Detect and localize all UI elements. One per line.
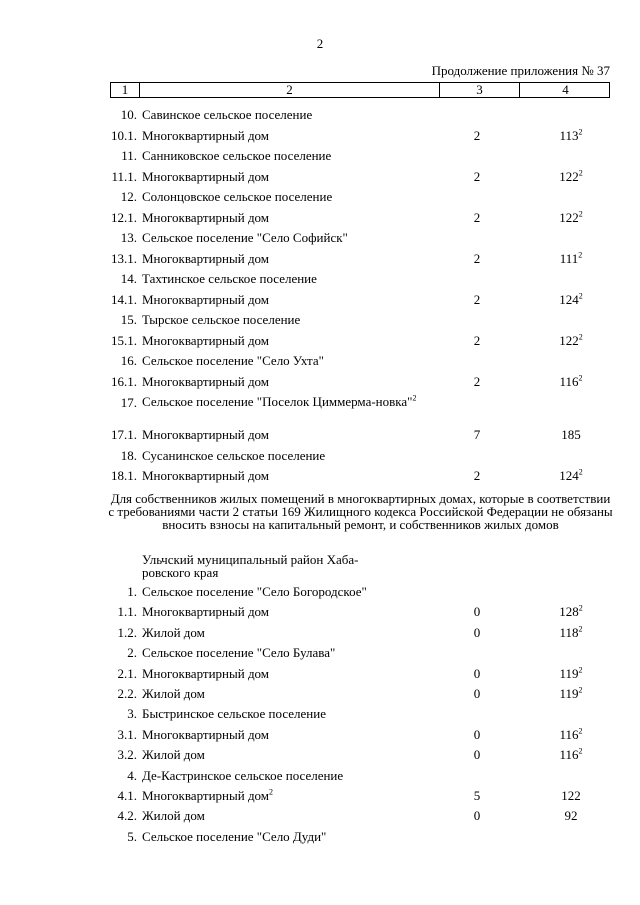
table-row <box>0 230 640 248</box>
row-name: Сельское поселение "Село Софийск" <box>142 230 348 245</box>
row-name: Жилой дом <box>142 747 205 762</box>
row-name: Сельское поселение "Село Богородское" <box>142 584 367 599</box>
footnote-marker: 2 <box>578 685 583 695</box>
table-row <box>0 604 640 622</box>
row-name: Де-Кастринское сельское поселение <box>142 768 344 783</box>
col-4-value: $122^2$ <box>559 168 583 184</box>
row-number: 12.1. <box>111 210 137 225</box>
col-4-value: $119^2$ <box>559 665 583 681</box>
row-name: Многоквартирный дом$^2$ <box>142 787 274 803</box>
table-row <box>0 468 640 486</box>
section-heading: Для собственников жилых помещений в многоквартирных домах, которые в соответствии с требованиями части 2 статьи 169 Жилищного кодекса Российской Федерации не обязаны вносить взносы на капитальный ремонт, и собственников жилых домов <box>108 491 613 532</box>
row-name: Многоквартирный дом <box>142 427 270 442</box>
col-3-value: 0 <box>473 747 481 762</box>
row-number: 1. <box>127 584 137 599</box>
col-4-value: $113^2$ <box>559 127 583 143</box>
row-name: Многоквартирный дом <box>142 333 270 348</box>
col-4-value: $116^2$ <box>559 726 583 742</box>
footnote-marker: 2 <box>578 332 583 342</box>
footnote-marker: 2 <box>578 726 583 736</box>
row-name: Жилой дом <box>142 808 205 823</box>
col-3-value: 5 <box>473 788 481 803</box>
table-row <box>0 251 640 269</box>
header-col-1: 1 <box>121 82 129 97</box>
row-name: Быстринское сельское поселение <box>142 706 326 721</box>
col-3-value: 0 <box>473 686 481 701</box>
row-number: 3. <box>127 706 137 721</box>
header-col-3: 3 <box>439 83 519 97</box>
row-name: Сельское поселение "Село Дуди" <box>142 829 327 844</box>
row-name: Солонцовское сельское поселение <box>142 189 333 204</box>
row-number: 11.1. <box>111 169 137 184</box>
table-header <box>110 82 610 98</box>
row-number: 17.1. <box>111 427 137 442</box>
row-name: Многоквартирный дом <box>142 210 270 225</box>
col-3-value: 0 <box>473 666 481 681</box>
footnote-marker: 2 <box>578 624 583 634</box>
row-number: 12. <box>120 189 137 204</box>
table-row <box>0 829 640 847</box>
row-name: Многоквартирный дом <box>142 374 270 389</box>
row-number: 14. <box>120 271 137 286</box>
table-row <box>0 169 640 187</box>
row-name: Жилой дом <box>142 625 205 640</box>
table-row <box>0 427 640 445</box>
row-name: Многоквартирный дом <box>142 666 270 681</box>
col-3-value: 2 <box>473 374 481 389</box>
col-3-value: 2 <box>473 128 481 143</box>
footnote-marker: 2 <box>412 393 417 403</box>
row-number: 18. <box>120 448 137 463</box>
row-number: 2.2. <box>117 686 137 701</box>
table-row <box>0 625 640 643</box>
footnote-marker: 2 <box>578 746 583 756</box>
row-number: 10.1. <box>111 128 137 143</box>
table-row <box>0 189 640 207</box>
table-row <box>0 666 640 684</box>
table-row <box>0 148 640 166</box>
row-name: Многоквартирный дом <box>142 727 270 742</box>
col-4-value: $116^2$ <box>559 746 583 762</box>
col-4-value: $119^2$ <box>559 685 583 701</box>
col-3-value: 0 <box>473 604 481 619</box>
row-name: Тахтинское сельское поселение <box>142 271 317 286</box>
table-row <box>0 584 640 602</box>
row-name: Многоквартирный дом <box>142 468 270 483</box>
col-4-value: 122 <box>561 788 581 803</box>
table-row <box>0 706 640 724</box>
col-4-value: 92 <box>564 808 578 823</box>
row-number: 16. <box>120 353 137 368</box>
row-number: 1.2. <box>117 625 137 640</box>
row-number: 3.1. <box>117 727 137 742</box>
row-number: 10. <box>120 107 137 122</box>
table-row <box>0 374 640 392</box>
row-number: 16.1. <box>111 374 137 389</box>
table-row <box>0 645 640 663</box>
table-row <box>0 271 640 289</box>
row-number: 5. <box>127 829 137 844</box>
row-number: 13. <box>120 230 137 245</box>
table-row <box>0 353 640 371</box>
row-name: Многоквартирный дом <box>142 604 270 619</box>
col-4-value: $118^2$ <box>559 624 583 640</box>
row-number: 1.1. <box>117 604 137 619</box>
col-4-value: $111^2$ <box>559 250 583 266</box>
table-row <box>0 128 640 146</box>
table-row <box>0 788 640 806</box>
footnote-marker: 2 <box>578 467 583 477</box>
header-col-4: 4 <box>519 83 611 97</box>
col-3-value: 0 <box>473 727 481 742</box>
row-number: 2. <box>127 645 137 660</box>
page-number: 2 <box>316 36 324 51</box>
row-number: 14.1. <box>111 292 137 307</box>
col-3-value: 2 <box>473 169 481 184</box>
col-4-value: $122^2$ <box>559 209 583 225</box>
row-name: Сельское поселение "Село Ухта" <box>142 353 324 368</box>
col-3-value: 2 <box>473 292 481 307</box>
col-3-value: 0 <box>473 808 481 823</box>
footnote-marker: 2 <box>269 787 274 797</box>
row-name: Сельское поселение "Село Булава" <box>142 645 336 660</box>
row-number: 2.1. <box>117 666 137 681</box>
col-4-value: $116^2$ <box>559 373 583 389</box>
row-number: 3.2. <box>117 747 137 762</box>
table-row <box>0 727 640 745</box>
row-name: Многоквартирный дом <box>142 128 270 143</box>
row-name: Тырское сельское поселение <box>142 312 301 327</box>
table-row <box>0 747 640 765</box>
row-name: Многоквартирный дом <box>142 292 270 307</box>
row-number: 4.2. <box>117 808 137 823</box>
row-name: Сельское поселение "Поселок Циммерма-новка"$^2$ <box>142 393 417 409</box>
row-number: 4. <box>127 768 137 783</box>
header-col-2: 2 <box>139 83 439 97</box>
col-4-value: 185 <box>561 427 581 442</box>
footnote-marker: 2 <box>578 665 583 675</box>
row-number: 18.1. <box>111 468 137 483</box>
table-row <box>0 107 640 125</box>
row-number: 17. <box>120 395 137 410</box>
footnote-marker: 2 <box>578 127 583 137</box>
row-number: 11. <box>121 148 137 163</box>
row-name: Санниковское сельское поселение <box>142 148 332 163</box>
col-4-value: $124^2$ <box>559 467 583 483</box>
row-name: Жилой дом <box>142 686 205 701</box>
col-3-value: 2 <box>473 251 481 266</box>
table-row <box>0 210 640 228</box>
table-row <box>0 333 640 351</box>
footnote-marker: 2 <box>578 373 583 383</box>
col-4-value: $122^2$ <box>559 332 583 348</box>
col-3-value: 2 <box>473 468 481 483</box>
table-row <box>0 768 640 786</box>
row-number: 15. <box>120 312 137 327</box>
row-number: 15.1. <box>111 333 137 348</box>
row-name: Сусанинское сельское поселение <box>142 448 326 463</box>
col-3-value: 2 <box>473 333 481 348</box>
col-3-value: 2 <box>473 210 481 225</box>
col-3-value: 7 <box>473 427 481 442</box>
district-title: Ульчский муниципальный район Хаба-ровского края <box>142 552 359 580</box>
table-row <box>0 448 640 466</box>
row-number: 13.1. <box>111 251 137 266</box>
col-3-value: 0 <box>473 625 481 640</box>
row-name: Многоквартирный дом <box>142 251 270 266</box>
row-name: Многоквартирный дом <box>142 169 270 184</box>
footnote-marker: 2 <box>578 168 583 178</box>
col-4-value: $124^2$ <box>559 291 583 307</box>
footnote-marker: 2 <box>578 291 583 301</box>
col-4-value: $128^2$ <box>559 603 583 619</box>
table-row <box>0 292 640 310</box>
continuation-note: Продолжение приложения № 37 <box>431 63 610 78</box>
footnote-marker: 2 <box>578 603 583 613</box>
row-number: 4.1. <box>117 788 137 803</box>
table-row <box>0 686 640 704</box>
table-row <box>0 312 640 330</box>
footnote-marker: 2 <box>578 209 583 219</box>
table-row <box>0 808 640 826</box>
row-name: Савинское сельское поселение <box>142 107 313 122</box>
footnote-marker: 2 <box>578 250 583 260</box>
table-row <box>0 395 640 425</box>
